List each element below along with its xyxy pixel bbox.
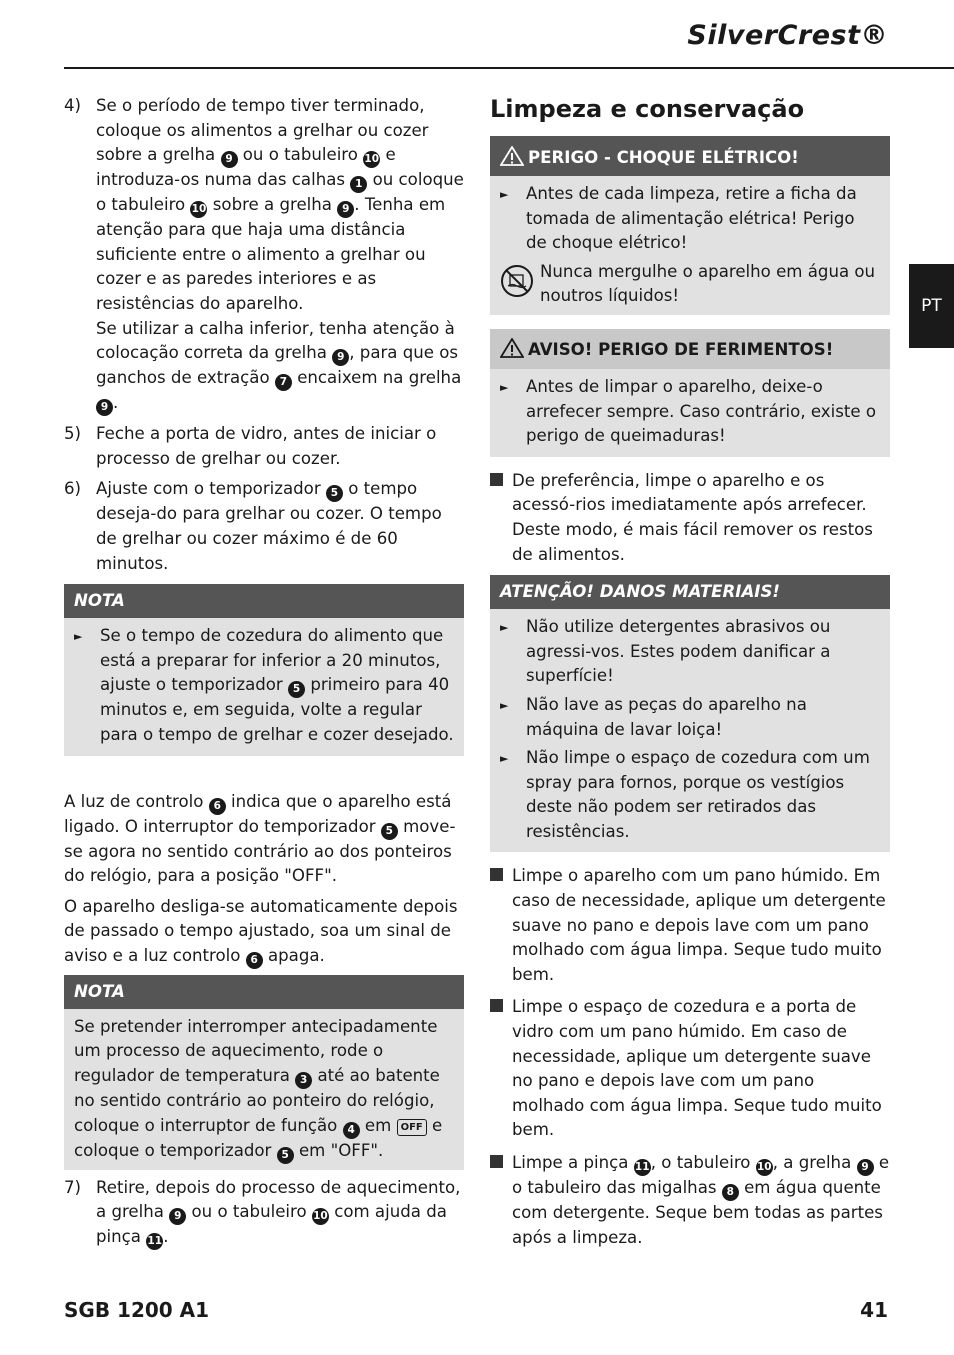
callout-number: 9: [169, 1208, 186, 1225]
paragraph: A luz de controlo 6 indica que o aparelho está ligado. O interruptor do temporizador 5 move-se agora no sentido contrário ao dos ponteiros do relógio, para a posição "OFF".: [64, 791, 456, 886]
square-bullet-icon: [490, 864, 512, 987]
step-5: [64, 422, 464, 471]
callout-number: 3: [295, 1072, 312, 1089]
warning-item: ► Antes de limpar o aparelho, deixe-o arrefecer sempre. Caso contrário, existe o perigo de queimaduras!: [500, 375, 880, 449]
step-number: 7): [64, 1177, 82, 1197]
attention-item: ► Não lave as peças do aparelho na máquina de lavar loiça!: [500, 693, 880, 742]
warning-triangle-icon: [500, 146, 524, 166]
callout-number: 9: [96, 399, 113, 416]
right-column: [490, 94, 890, 1258]
step-6: [64, 477, 464, 576]
step-text: .: [113, 393, 119, 413]
note-box-1: [64, 584, 464, 755]
callout-number: 5: [277, 1147, 294, 1164]
note-text: primeiro para 40 minutos e, em seguida, volte a regular para o tempo de grelhar e cozer desejado.: [100, 675, 454, 744]
attention-item: ► Não utilize detergentes abrasivos ou agressi-vos. Estes podem danificar a superfície!: [500, 615, 880, 689]
callout-number: 4: [343, 1122, 360, 1139]
callout-number: 10: [190, 201, 207, 218]
callout-number: 11: [634, 1159, 651, 1176]
step-text: Se o período de tempo tiver terminado, coloque os alimentos a grelhar ou cozer sobre a grelha: [96, 96, 429, 165]
arrow-bullet-icon: ►: [500, 752, 509, 766]
callout-number: 9: [221, 151, 238, 168]
danger-title: PERIGO - CHOQUE ELÉTRICO!: [528, 148, 799, 167]
callout-number: 9: [857, 1159, 874, 1176]
attention-title: ATENÇÃO! DANOS MATERIAIS!: [490, 575, 890, 609]
square-bullet-icon: [490, 469, 512, 567]
step-text: e introduza-os numa das calhas: [96, 145, 396, 190]
step-text: ou coloque o tabuleiro: [96, 170, 464, 215]
attention-item: ► Não limpe o espaço de cozedura com um spray para fornos, porque os vestígios deste não podem ser retirados das resistências.: [500, 746, 880, 844]
arrow-bullet-icon: ►: [500, 621, 509, 635]
callout-number: 5: [326, 485, 343, 502]
step-text: sobre a grelha: [212, 195, 332, 215]
square-bullet-icon: [490, 995, 512, 1143]
callout-number: 10: [312, 1208, 329, 1225]
warning-box: [490, 329, 890, 457]
language-tab: PT: [909, 264, 954, 348]
step-text: Ajuste com o temporizador: [96, 479, 321, 499]
step-number: 6): [64, 479, 82, 499]
step-text: o tempo deseja-do para grelhar ou cozer. O tempo de grelhar ou cozer máximo é de 60 minutos.: [96, 479, 442, 573]
warning-title: AVISO! PERIGO DE FERIMENTOS!: [528, 339, 834, 359]
danger-item: Nunca mergulhe o aparelho em água ou noutros líquidos!: [500, 260, 880, 309]
page-number: 41: [860, 1298, 888, 1322]
note-text: Se o tempo de cozedura do alimento que está a preparar for inferior a 20 minutos, ajuste o temporizador: [100, 626, 444, 695]
step-7: 7) Retire, depois do processo de aquecimento, a grelha 9 ou o tabuleiro 10 com ajuda da pinça 11.: [64, 1176, 464, 1251]
step-number: 5): [64, 424, 82, 444]
section-title: Limpeza e conservação: [490, 95, 805, 123]
step-text: . Tenha em atenção para que haja uma distância suficiente entre o alimento a grelhar ou cozer e as paredes interiores e as resistências do aparelho.: [96, 195, 446, 313]
off-symbol-icon: OFF: [397, 1119, 427, 1136]
callout-number: 9: [332, 349, 349, 366]
list-item: Limpe o aparelho com um pano húmido. Em caso de necessidade, aplique um detergente suave no pano e depois lave com um pano molhado com água limpa. Seque tudo muito bem.: [490, 864, 890, 987]
footer-model: SGB 1200 A1: [64, 1298, 210, 1322]
note-title: NOTA: [64, 975, 464, 1009]
step-text: Feche a porta de vidro, antes de iniciar o processo de grelhar ou cozer.: [96, 424, 437, 468]
step-4: [64, 94, 464, 416]
note-title: NOTA: [64, 584, 464, 618]
step-text: Se utilizar a calha inferior, tenha atenção à colocação correta da grelha: [96, 318, 455, 363]
no-immersion-icon: [500, 264, 534, 298]
callout-number: 6: [246, 952, 263, 969]
step-text: , para que os ganchos de extração: [96, 343, 459, 388]
callout-number: 7: [275, 374, 292, 391]
danger-item: ► Antes de cada limpeza, retire a ficha da tomada de alimentação elétrica! Perigo de choque elétrico!: [500, 182, 880, 256]
callout-number: 1: [350, 176, 367, 193]
callout-number: 5: [381, 823, 398, 840]
callout-number: 11: [146, 1233, 163, 1250]
step-number: 4): [64, 96, 82, 115]
step-text: ou o tabuleiro: [242, 145, 358, 165]
header-rule: [64, 67, 954, 69]
attention-box: [490, 575, 890, 852]
list-item: De preferência, limpe o aparelho e os acessó-rios imediatamente após arrefecer. Deste modo, é mais fácil remover os restos de alimentos.: [490, 469, 890, 567]
note-item: [74, 624, 454, 747]
callout-number: 10: [363, 151, 380, 168]
brand-logo: SilverCrest®: [687, 20, 888, 51]
callout-number: 9: [337, 201, 354, 218]
square-bullet-icon: [490, 1151, 512, 1250]
arrow-bullet-icon: ►: [500, 380, 509, 394]
callout-number: 5: [288, 681, 305, 698]
step-text: encaixem na grelha: [297, 368, 462, 388]
danger-box: [490, 136, 890, 315]
list-item: Limpe o espaço de cozedura e a porta de vidro com um pano húmido. Em caso de necessidade, aplique um detergente suave no pano e depois lave com um pano molhado com água limpa. Seque tudo muito bem.: [490, 995, 890, 1143]
arrow-bullet-icon: ►: [500, 698, 509, 712]
list-item: Limpe a pinça 11, o tabuleiro 10, a grelha 9 e o tabuleiro das migalhas 8 em água quente com detergente. Seque bem todas as partes após a limpeza.: [490, 1151, 890, 1250]
paragraph: O aparelho desliga-se automaticamente depois de passado o tempo ajustado, soa um sinal de aviso e a luz controlo 6 apaga.: [64, 895, 464, 969]
callout-number: 8: [722, 1184, 739, 1201]
callout-number: 6: [209, 798, 226, 815]
callout-number: 10: [756, 1159, 773, 1176]
note-box-2: NOTA Se pretender interromper antecipadamente um processo de aquecimento, rode o regulador de temperatura 3 até ao batente no sentido contrário ao ponteiro do relógio, coloque o interruptor de função 4 em OFF e coloque o temporizador 5 em "OFF".: [64, 975, 464, 1170]
arrow-bullet-icon: ►: [500, 188, 509, 201]
warning-triangle-icon: [500, 338, 524, 358]
arrow-bullet-icon: ►: [74, 630, 83, 644]
left-column: [64, 94, 464, 1256]
